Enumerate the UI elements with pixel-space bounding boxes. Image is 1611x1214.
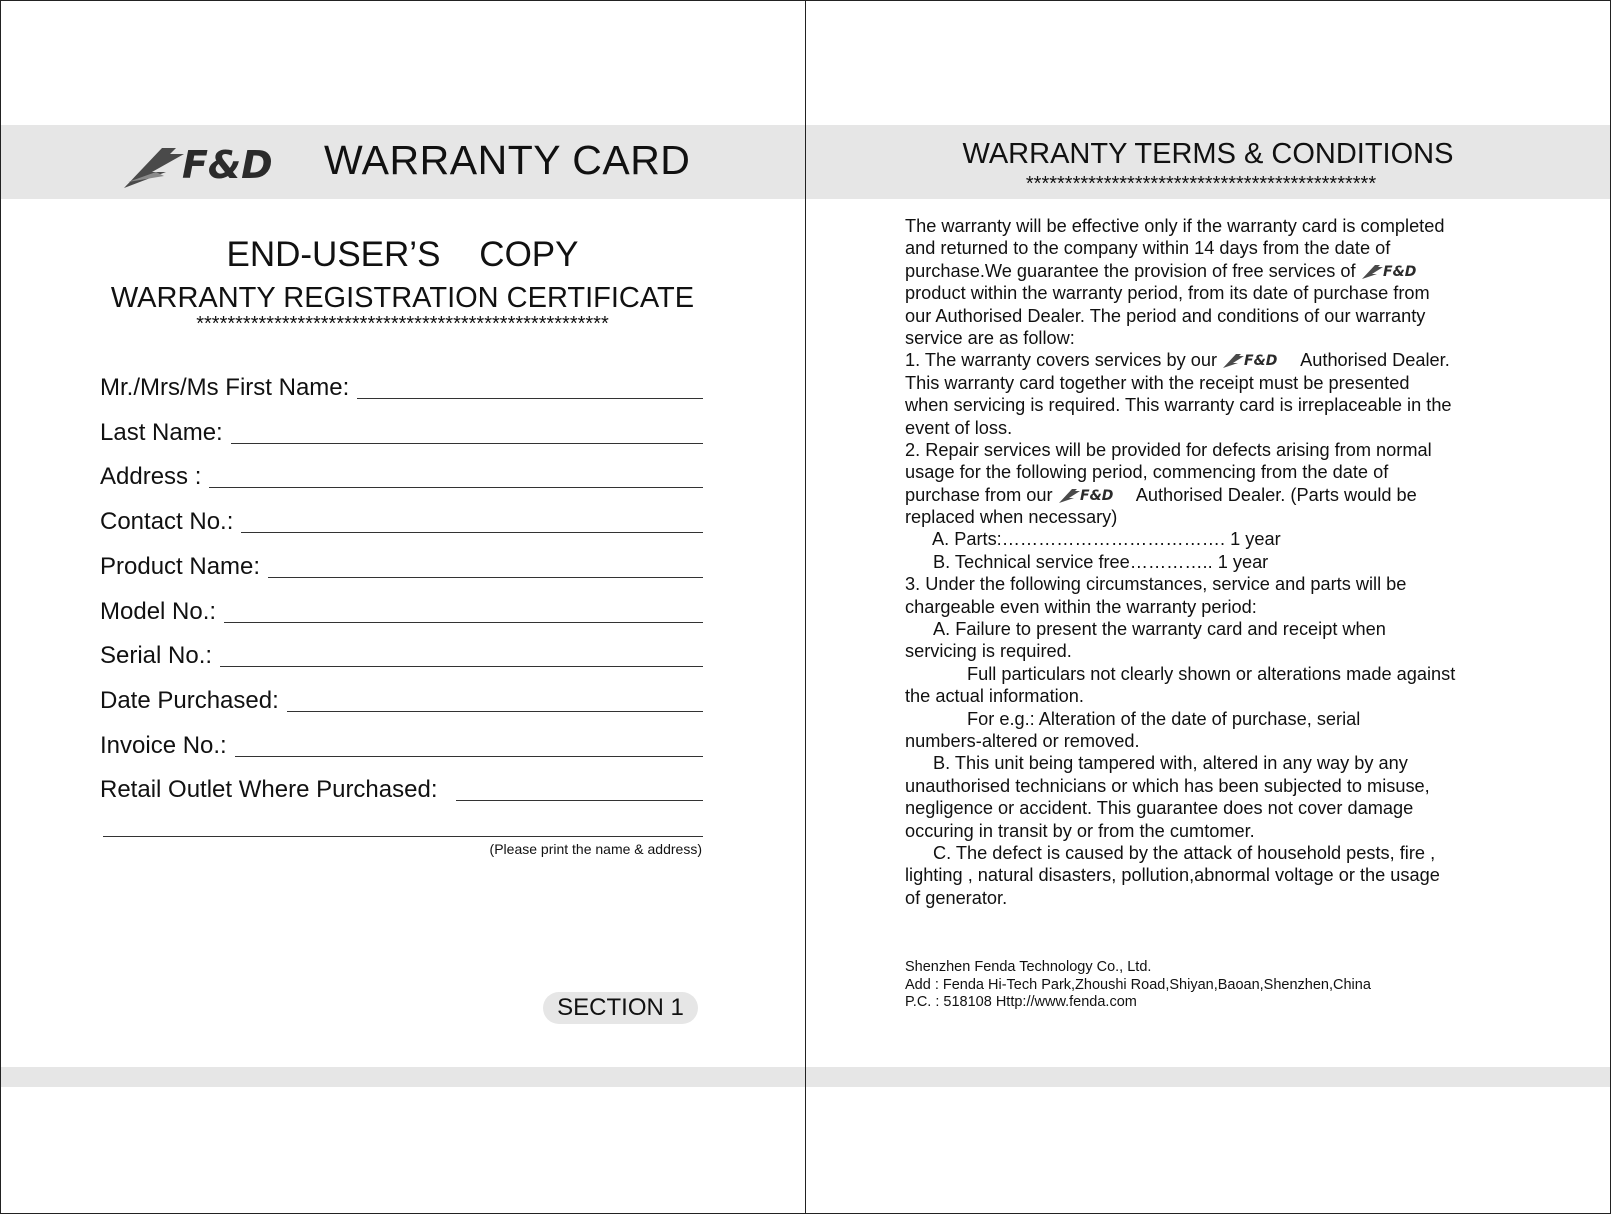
retail-outlet-line[interactable] [456,799,704,801]
company-name: Shenzhen Fenda Technology Co., Ltd. [905,959,1152,975]
field-label: Retail Outlet Where Purchased: [100,776,438,803]
serial-no-line[interactable] [220,665,703,667]
certificate-title: WARRANTY REGISTRATION CERTIFICATE [110,282,695,314]
terms-line: purchase.We guarantee the provision of free services of F&D [905,260,1510,282]
warranty-card-title: WARRANTY CARD [324,137,691,183]
terms-line: usage for the following period, commencing from the date of [905,462,1389,483]
terms-line: A. Parts:………………………………. 1 year [932,529,1281,550]
terms-line: product within the warranty period, from its date of purchase from [905,283,1430,304]
fold-line [805,0,806,1214]
terms-line: service are as follow: [905,327,1075,348]
field-label: Model No.: [100,598,217,625]
field-label: Serial No.: [100,642,213,669]
terms-line: The warranty will be effective only if the warranty card is completed [905,216,1445,236]
terms-line: of generator. [905,887,1008,908]
invoice-no-field[interactable] [100,721,703,761]
fd-logo [122,138,312,190]
field-label: Mr./Mrs/Ms First Name: [100,374,350,401]
terms-line: purchase from our F&D Authorised Dealer. (Parts would be [905,484,1417,505]
terms-line: This warranty card together with the receipt must be presented [905,372,1410,393]
field-label: Date Purchased: [100,687,279,714]
terms-line: and returned to the company within 14 days from the date of [905,238,1391,259]
copy-title: END-USER’S COPY [226,235,579,274]
contact-no-field[interactable] [100,497,703,537]
field-label: Invoice No.: [100,732,227,759]
date-purchased-line[interactable] [287,710,703,712]
serial-no-field[interactable] [100,631,703,671]
product-name-line[interactable] [268,576,703,578]
terms-line: C. The defect is caused by the attack of household pests, fire , [933,842,1436,863]
model-no-field[interactable] [100,587,703,627]
terms-star-divider: ********************************************* [1025,173,1377,195]
terms-line: chargeable even within the warranty period: [905,596,1257,617]
company-info [905,959,1371,1012]
section-badge: SECTION 1 [543,992,698,1024]
terms-line: 1. The warranty covers services by our F&D Authorised Dealer. [905,350,1450,371]
retail-outlet-field[interactable] [100,765,703,805]
company-postcode-url: P.C. : 518108 Http://www.fenda.com [905,994,1137,1010]
contact-no-line[interactable] [241,531,703,533]
product-name-field[interactable] [100,542,703,582]
model-no-line[interactable] [224,621,703,623]
svg-text:F&D: F&D [1382,263,1417,280]
terms-line: numbers-altered or removed. [905,730,1140,751]
terms-line: the actual information. [905,686,1084,707]
terms-line: our Authorised Dealer. The period and conditions of our warranty [905,305,1426,326]
terms-line: B. Technical service free………….. 1 year [933,551,1269,572]
first-name-field[interactable] [100,363,703,403]
terms-line: event of loss. [905,417,1013,438]
invoice-no-line[interactable] [235,755,703,757]
terms-line: lighting , natural disasters, pollution,abnormal voltage or the usage [905,865,1440,886]
svg-text:F&D: F&D [182,143,273,187]
terms-line: replaced when necessary) [905,507,1118,528]
field-label: Last Name: [100,419,223,446]
address-field[interactable] [100,452,703,492]
date-purchased-field[interactable] [100,676,703,716]
terms-line: unauthorised technicians or which has been subjected to misuse, [905,775,1430,796]
last-name-line[interactable] [231,442,703,444]
terms-line: negligence or accident. This guarantee does not cover damage [905,798,1414,819]
terms-line: servicing is required. [905,641,1072,662]
company-address: Add : Fenda Hi-Tech Park,Zhoushi Road,Shiyan,Baoan,Shenzhen,China [905,976,1371,993]
terms-line: when servicing is required. This warranty card is irreplaceable in the [905,395,1452,416]
fd-mini-logo-icon [1361,262,1435,280]
terms-line: B. This unit being tampered with, altered in any way by any [933,753,1408,774]
last-name-field[interactable] [100,408,703,448]
terms-line: A. Failure to present the warranty card and receipt when [933,619,1386,640]
fd-mini-logo-icon [1222,351,1296,369]
address-line[interactable] [209,486,703,488]
terms-line: Full particulars not clearly shown or alterations made against [967,663,1456,684]
fd-mini-logo-icon [1058,486,1132,504]
terms-line: 2. Repair services will be provided for defects arising from normal [905,439,1432,460]
terms-body [905,215,1510,909]
terms-line: occuring in transit by or from the cumtomer. [905,820,1255,841]
first-name-line[interactable] [357,397,703,399]
field-label: Address : [100,463,202,490]
terms-line: 3. Under the following circumstances, service and parts will be [905,574,1407,595]
field-label: Contact No.: [100,508,234,535]
field-label: Product Name: [100,553,261,580]
svg-text:F&D: F&D [1079,487,1114,504]
star-divider: ***************************************************** [196,313,609,335]
print-note: (Please print the name & address) [489,841,702,857]
svg-text:F&D: F&D [1244,353,1278,370]
retail-outlet-extra-line[interactable] [103,836,703,837]
terms-line: For e.g.: Alteration of the date of purchase, serial [967,708,1361,729]
terms-title: WARRANTY TERMS & CONDITIONS [962,138,1454,170]
